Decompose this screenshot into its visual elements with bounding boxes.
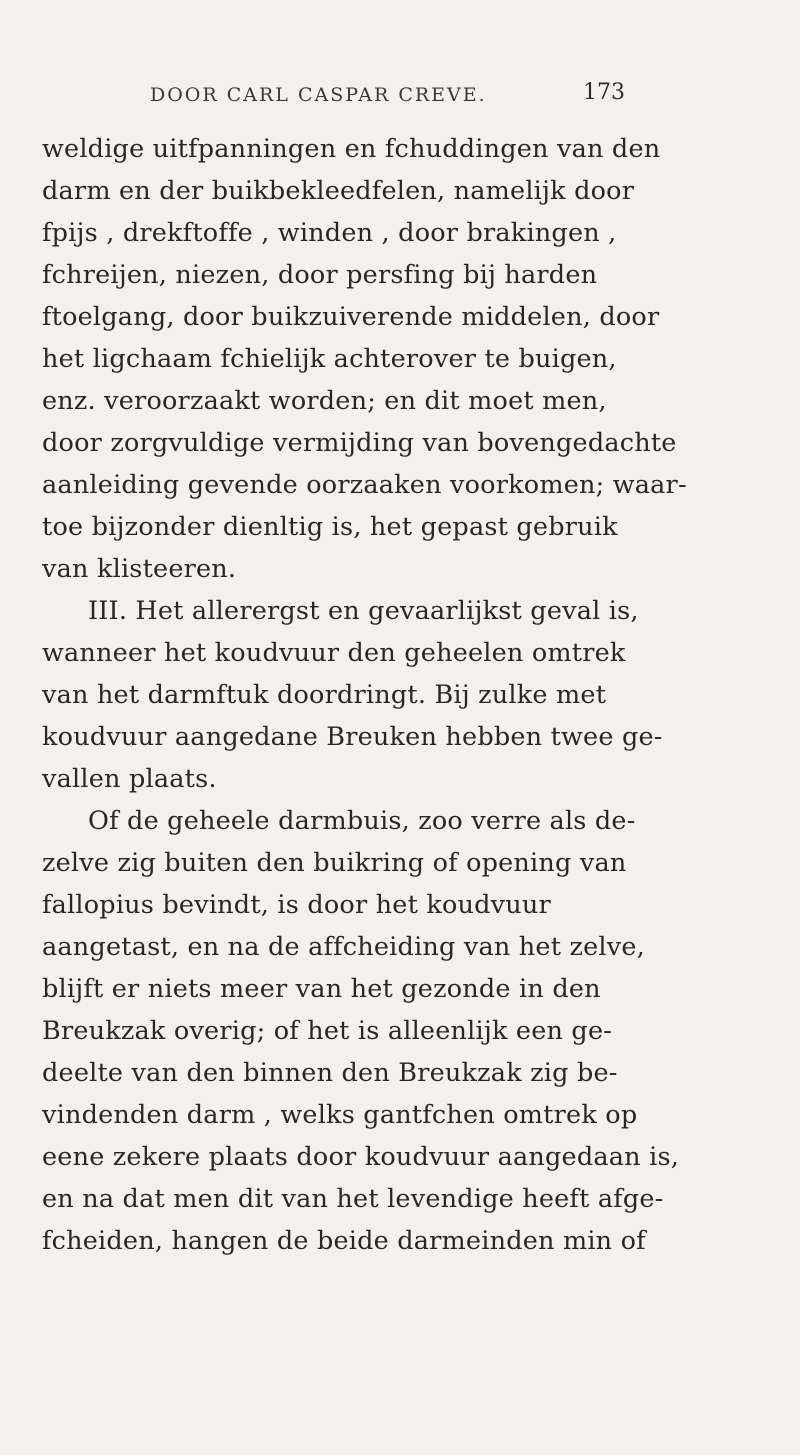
body-text — [42, 128, 752, 1262]
text-line: eene zekere plaats door koudvuur aangedaan is, — [42, 1142, 680, 1172]
text-line: fallopius bevindt, is door het koudvuur — [42, 890, 551, 920]
text-line: vindenden darm , welks gantfchen omtrek op — [42, 1100, 638, 1130]
text-line: aanleiding gevende oorzaaken voorkomen; waar- — [42, 470, 687, 500]
text-line: aangetast, en na de affcheiding van het zelve, — [42, 932, 645, 962]
section-heading-line: III. Het allerergst en gevaarlijkst geval is, — [88, 596, 639, 626]
page-header — [0, 80, 800, 120]
text-line: zelve zig buiten den buikring of opening van — [42, 848, 627, 878]
text-line: darm en der buikbekleedfelen, namelijk door — [42, 176, 635, 206]
running-head: DOOR CARL CASPAR CREVE. — [150, 84, 487, 106]
text-line: fchreijen, niezen, door persfing bij harden — [42, 260, 598, 290]
text-line: deelte van den binnen den Breukzak zig be- — [42, 1058, 618, 1088]
text-line: door zorgvuldige vermijding van bovengedachte — [42, 428, 677, 458]
text-line: Breukzak overig; of het is alleenlijk een ge- — [42, 1016, 613, 1046]
paragraph-start-line: Of de geheele darmbuis, zoo verre als de- — [88, 806, 636, 836]
page-number: 173 — [583, 80, 625, 105]
text-line: enz. veroorzaakt worden; en dit moet men, — [42, 386, 607, 416]
text-line: het ligchaam fchielijk achterover te buigen, — [42, 344, 617, 374]
text-line: weldige uitfpanningen en fchuddingen van den — [42, 134, 661, 164]
text-line: wanneer het koudvuur den geheelen omtrek — [42, 638, 626, 668]
text-line: fcheiden, hangen de beide darmeinden min of — [42, 1226, 646, 1256]
text-line: vallen plaats. — [42, 764, 217, 794]
text-line: van het darmftuk doordringt. Bij zulke met — [42, 680, 607, 710]
text-line: koudvuur aangedane Breuken hebben twee ge- — [42, 722, 663, 752]
text-line: en na dat men dit van het levendige heeft afge- — [42, 1184, 664, 1214]
text-line: ftoelgang, door buikzuiverende middelen, door — [42, 302, 660, 332]
text-line: blijft er niets meer van het gezonde in den — [42, 974, 601, 1004]
text-line: van klisteeren. — [42, 554, 237, 584]
text-line: fpijs , drekftoffe , winden , door brakingen , — [42, 218, 617, 248]
text-line: toe bijzonder dienltig is, het gepast gebruik — [42, 512, 618, 542]
